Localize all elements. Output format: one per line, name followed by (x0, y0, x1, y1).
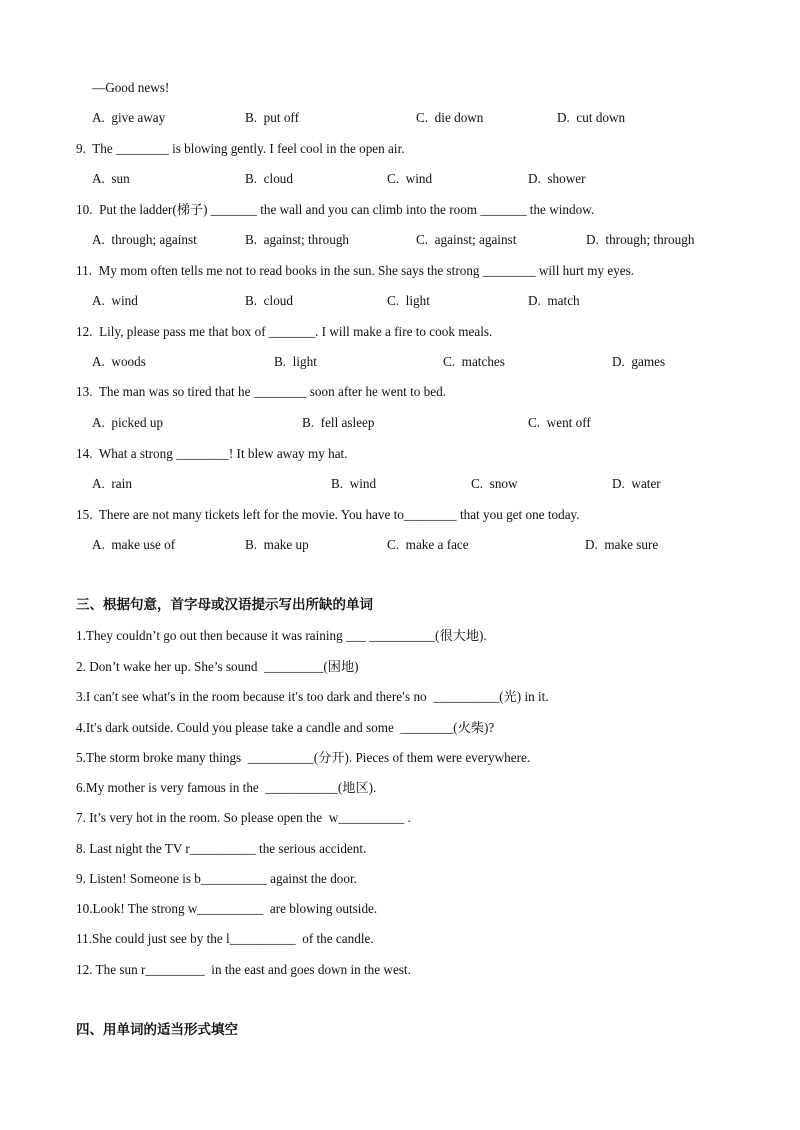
q13-option-c: C. went off (528, 415, 591, 430)
q11-option-d: D. match (528, 293, 580, 308)
q11-option-c: C. light (387, 293, 430, 308)
q9-option-d: D. shower (528, 171, 586, 186)
q13-option-b: B. fell asleep (302, 415, 375, 430)
fill-item-4: 4.It′s dark outside. Could you please take a candle and some ________(火柴)? (76, 720, 495, 735)
q8-option-b: B. put off (245, 110, 299, 125)
q10-option-a: A. through; against (92, 232, 197, 247)
fill-item-5: 5.The storm broke many things __________(分开). Pieces of them were everywhere. (76, 750, 531, 765)
q15-option-a: A. make use of (92, 537, 176, 552)
question-14: 14. What a strong ________! It blew away my hat. (76, 446, 348, 461)
section-3-title: 三、根据句意，首字母或汉语提示写出所缺的单词 (76, 597, 373, 613)
q14-option-b: B. wind (331, 476, 377, 491)
fill-item-9: 9. Listen! Someone is b__________ against the door. (76, 871, 357, 886)
q12-option-b: B. light (274, 354, 317, 369)
q14-option-d: D. water (612, 476, 661, 491)
fill-item-2: 2. Don’t wake her up. She’s sound _________(困地) (76, 659, 359, 674)
fill-item-1: 1.They couldn’t go out then because it was raining ___ __________(很大地). (76, 628, 487, 643)
q10-option-c: C. against; against (416, 232, 517, 247)
q8-option-d: D. cut down (557, 110, 626, 125)
q12-option-a: A. woods (92, 354, 146, 369)
q14-option-c: C. snow (471, 476, 518, 491)
q14-option-a: A. rain (92, 476, 132, 491)
question-12: 12. Lily, please pass me that box of _______. I will make a fire to cook meals. (76, 324, 493, 339)
fill-item-11: 11.She could just see by the l__________ of the candle. (76, 931, 374, 946)
fill-item-8: 8. Last night the TV r__________ the serious accident. (76, 841, 367, 856)
question-9: 9. The ________ is blowing gently. I feel cool in the open air. (76, 141, 405, 156)
q12-option-c: C. matches (443, 354, 505, 369)
q10-option-b: B. against; through (245, 232, 350, 247)
q8-option-c: C. die down (416, 110, 484, 125)
q15-option-b: B. make up (245, 537, 309, 552)
fill-item-10: 10.Look! The strong w__________ are blowing outside. (76, 901, 378, 916)
question-10: 10. Put the ladder(梯子) _______ the wall and you can climb into the room _______ the window. (76, 202, 595, 217)
q15-option-c: C. make a face (387, 537, 469, 552)
fill-item-12: 12. The sun r_________ in the east and goes down in the west. (76, 962, 411, 977)
q13-option-a: A. picked up (92, 415, 164, 430)
q9-option-a: A. sun (92, 171, 130, 186)
section-4-title: 四、用单词的适当形式填空 (76, 1022, 238, 1038)
q8-option-a: A. give away (92, 110, 166, 125)
q15-option-d: D. make sure (585, 537, 659, 552)
q9-option-b: B. cloud (245, 171, 293, 186)
q11-option-a: A. wind (92, 293, 138, 308)
fill-item-6: 6.My mother is very famous in the ___________(地区). (76, 780, 377, 795)
q11-option-b: B. cloud (245, 293, 293, 308)
q9-option-c: C. wind (387, 171, 433, 186)
question-11: 11. My mom often tells me not to read books in the sun. She says the strong ________ will hurt my eyes. (76, 263, 635, 278)
question-15: 15. There are not many tickets left for the movie. You have to________ that you get one today. (76, 507, 580, 522)
q12-option-d: D. games (612, 354, 666, 369)
q8-answer-line: —Good news! (92, 80, 170, 95)
fill-item-7: 7. It’s very hot in the room. So please open the w__________ . (76, 810, 411, 825)
q10-option-d: D. through; through (586, 232, 695, 247)
question-13: 13. The man was so tired that he ________ soon after he went to bed. (76, 384, 447, 399)
fill-item-3: 3.I can′t see what′s in the room because it′s too dark and there′s no __________(光) in it. (76, 689, 549, 704)
